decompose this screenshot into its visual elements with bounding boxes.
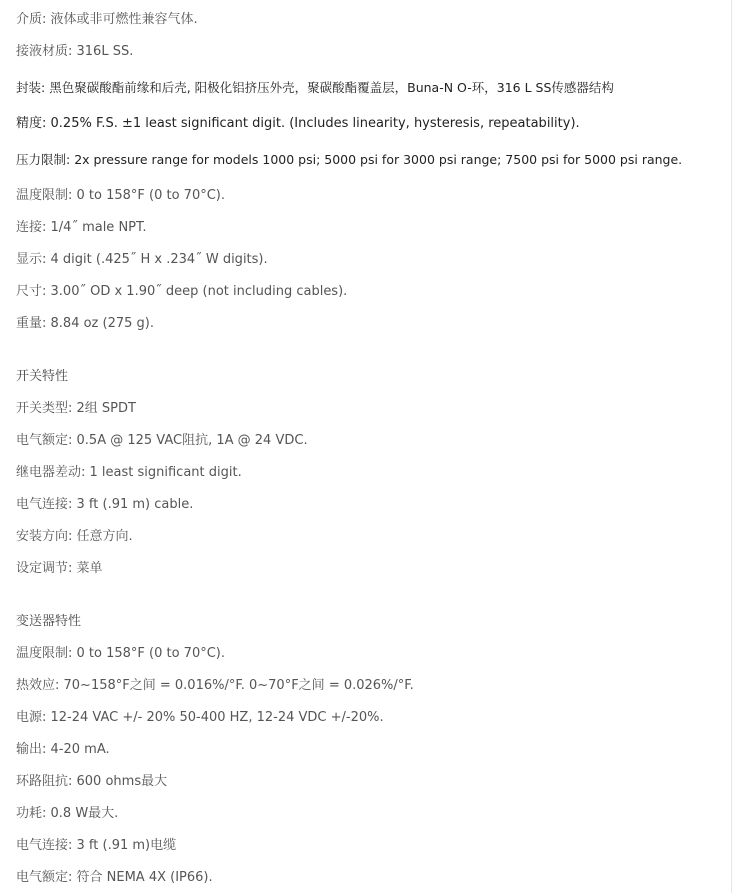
- switch-line-rating: [16, 432, 308, 450]
- spec-line-connection: [16, 219, 147, 237]
- spec-value: 液体或非可燃性兼容气体.: [50, 12, 198, 27]
- spec-line-medium: [16, 11, 198, 29]
- spec-value: 3.00˝ OD x 1.90˝ deep (not including cables).: [50, 284, 348, 299]
- spec-value: 0 to 158°F (0 to 70°C).: [76, 188, 226, 203]
- spec-value: 4-20 mA.: [50, 742, 110, 757]
- spec-label: 开关类型:: [16, 401, 77, 416]
- spec-value: 0.25% F.S. ±1 least significant digit. (Includes linearity, hysteresis, repeatability).: [50, 116, 580, 131]
- spec-value: 2x pressure range for models 1000 psi; 5000 psi for 3000 psi range; 7500 psi for 5000 psi range.: [74, 152, 683, 167]
- spec-label: 热效应:: [16, 678, 64, 693]
- switch-section-heading: 开关特性: [16, 369, 69, 384]
- spec-value: 1/4˝ male NPT.: [50, 220, 147, 235]
- spec-value: 70~158°F之间 = 0.016%/°F. 0~70°F之间 = 0.026%/°F.: [63, 678, 414, 693]
- spec-value: 4 digit (.425˝ H x .234˝ W digits).: [50, 252, 268, 267]
- spec-document: [16, 0, 732, 893]
- spec-value: 0.5A @ 125 VAC阻抗, 1A @ 24 VDC.: [76, 433, 308, 448]
- spec-label: 连接:: [16, 220, 51, 235]
- spec-label: 封装:: [16, 80, 50, 95]
- spec-value: 8.84 oz (275 g).: [50, 316, 154, 331]
- spec-label: 功耗:: [16, 806, 51, 821]
- switch-line-setpoint: [16, 560, 103, 578]
- spec-value: 0 to 158°F (0 to 70°C).: [76, 646, 226, 661]
- spec-value: 2组 SPDT: [76, 401, 136, 416]
- switch-line-type: [16, 400, 136, 418]
- spec-label: 设定调节:: [16, 561, 77, 576]
- spec-value: 1 least significant digit.: [89, 465, 242, 480]
- spec-value: 12-24 VAC +/- 20% 50-400 HZ, 12-24 VDC +/-20%.: [50, 710, 384, 725]
- transmitter-line-electrical-rating: [16, 869, 213, 887]
- spec-label: 接液材质:: [16, 44, 77, 59]
- spec-label: 温度限制:: [16, 188, 77, 203]
- spec-line-housing: [16, 79, 614, 97]
- spec-label: 重量:: [16, 316, 51, 331]
- spec-value: 3 ft (.91 m) cable.: [76, 497, 194, 512]
- transmitter-line-loop-resistance: [16, 773, 167, 791]
- spec-line-display: [16, 251, 268, 269]
- switch-line-relay-differential: [16, 464, 242, 482]
- switch-line-mounting: [16, 528, 133, 546]
- transmitter-section-heading: 变送器特性: [16, 614, 82, 629]
- transmitter-line-temp-limit: [16, 645, 225, 663]
- spec-value: 316L SS.: [76, 44, 134, 59]
- spec-value: 0.8 W最大.: [50, 806, 119, 821]
- spec-line-dimensions: [16, 283, 347, 301]
- spec-label: 介质:: [16, 12, 51, 27]
- transmitter-line-power-consumption: [16, 805, 118, 823]
- transmitter-line-output: [16, 741, 110, 759]
- spec-label: 电气额定:: [16, 870, 77, 885]
- spec-line-wetted-material: [16, 43, 133, 61]
- spec-label: 电气连接:: [16, 838, 77, 853]
- spec-value: 黑色聚碳酸酯前缘和后壳, 阳极化铝挤压外壳，聚碳酸酯覆盖层，Buna-N O-环，316 L SS传感器结构: [49, 80, 614, 95]
- transmitter-line-power: [16, 709, 384, 727]
- spec-label: 显示:: [16, 252, 51, 267]
- spec-value: 菜单: [76, 561, 103, 576]
- spec-label: 电源:: [16, 710, 51, 725]
- spec-label: 继电器差动:: [16, 465, 90, 480]
- spec-value: 600 ohms最大: [76, 774, 168, 789]
- spec-label: 温度限制:: [16, 646, 77, 661]
- spec-label: 电气连接:: [16, 497, 77, 512]
- spec-value: 3 ft (.91 m)电缆: [76, 838, 177, 853]
- switch-line-electrical-connection: [16, 496, 193, 514]
- spec-label: 尺寸:: [16, 284, 51, 299]
- spec-line-weight: [16, 315, 154, 333]
- spec-line-temp-limit: [16, 187, 225, 205]
- spec-value: 任意方向.: [76, 529, 133, 544]
- spec-line-pressure-limit: [16, 151, 682, 169]
- spec-label: 精度:: [16, 116, 51, 131]
- spec-label: 输出:: [16, 742, 51, 757]
- spec-label: 电气额定:: [16, 433, 77, 448]
- spec-label: 安装方向:: [16, 529, 77, 544]
- spec-line-accuracy: [16, 115, 580, 133]
- spec-label: 压力限制:: [16, 152, 75, 167]
- spec-label: 环路阻抗:: [16, 774, 77, 789]
- transmitter-line-thermal-effect: [16, 677, 414, 695]
- spec-value: 符合 NEMA 4X (IP66).: [76, 870, 213, 885]
- transmitter-line-electrical-connection: [16, 837, 176, 855]
